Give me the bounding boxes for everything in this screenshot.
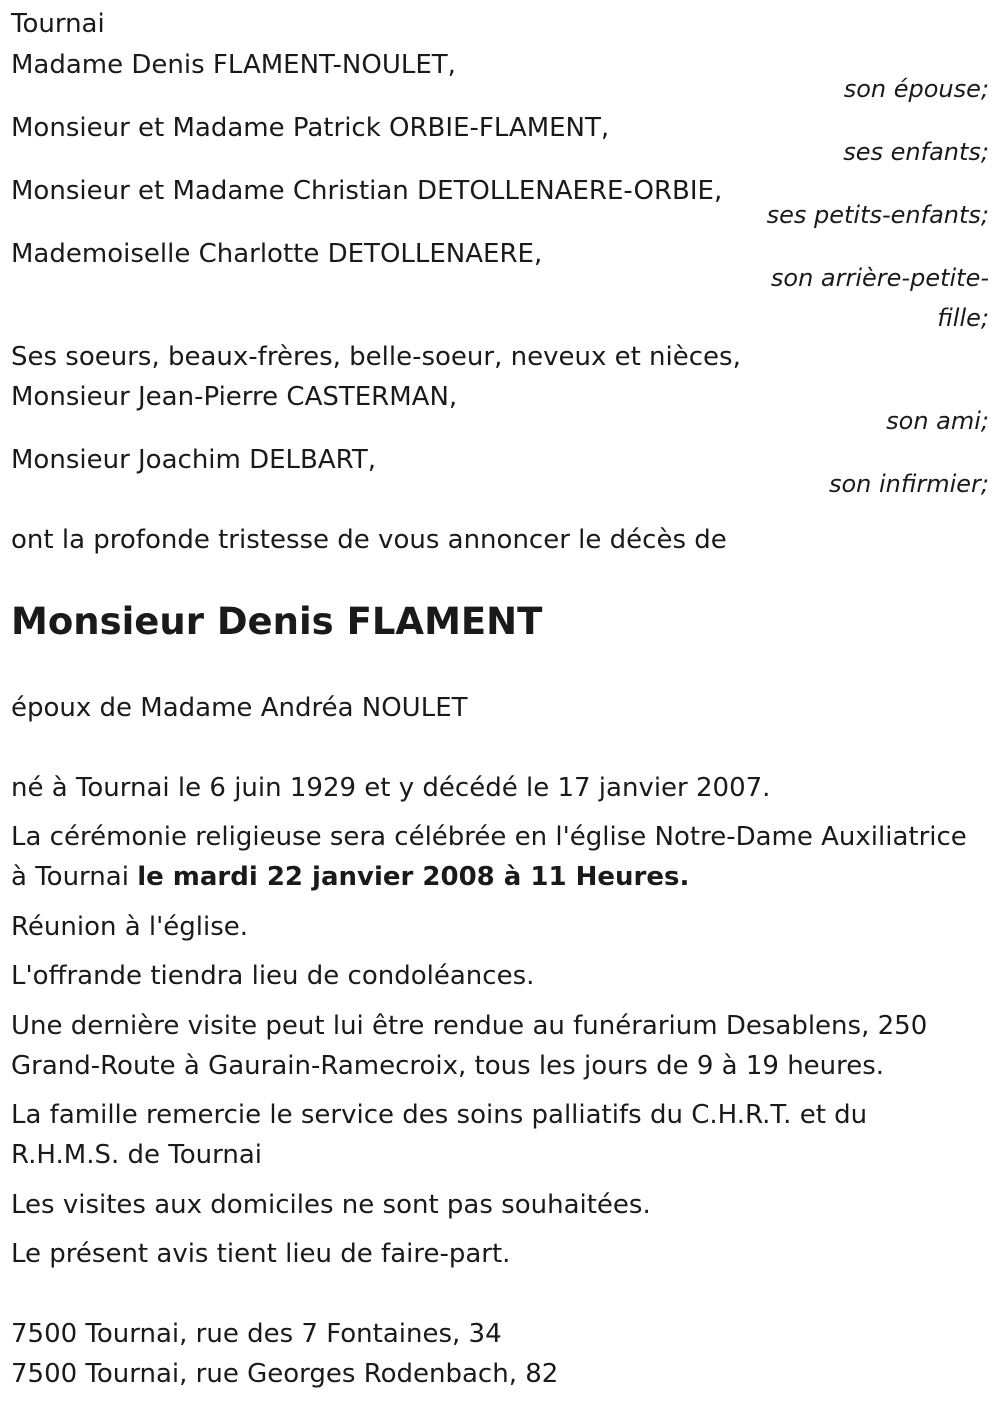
family-name-children: Monsieur et Madame Patrick ORBIE-FLAMENT,: [11, 113, 610, 143]
notice-line: Le présent avis tient lieu de faire-part.: [11, 1239, 511, 1269]
ceremony-line-2: [11, 857, 689, 897]
family-name-grandchildren: Monsieur et Madame Christian DETOLLENAERE-ORBIE,: [11, 176, 723, 206]
family-name-siblings: Ses soeurs, beaux-frères, belle-soeur, neveux et nièces,: [11, 342, 741, 372]
ceremony-place: à Tournai: [11, 862, 138, 892]
family-role-grandchildren: ses petits-enfants;: [766, 201, 989, 229]
family-name-great-granddaughter: Mademoiselle Charlotte DETOLLENAERE,: [11, 239, 543, 269]
deceased-name: Monsieur Denis FLAMENT: [11, 600, 543, 643]
family-role-great-granddaughter-1: son arrière-petite-: [770, 264, 989, 292]
family-name-spouse: Madame Denis FLAMENT-NOULET,: [11, 50, 456, 80]
announcement-text: ont la profonde tristesse de vous annoncer le décès de: [11, 525, 727, 555]
birth-death-line: né à Tournai le 6 juin 1929 et y décédé le 17 janvier 2007.: [11, 773, 771, 803]
thanks-line-1: La famille remercie le service des soins palliatifs du C.H.R.T. et du: [11, 1100, 868, 1130]
offering-line: L'offrande tiendra lieu de condoléances.: [11, 961, 535, 991]
address-1: 7500 Tournai, rue des 7 Fontaines, 34: [11, 1319, 502, 1349]
family-name-nurse: Monsieur Joachim DELBART,: [11, 445, 376, 475]
family-role-children: ses enfants;: [843, 138, 989, 166]
ceremony-datetime: le mardi 22 janvier 2008 à 11 Heures.: [137, 862, 690, 892]
address-2: 7500 Tournai, rue Georges Rodenbach, 82: [11, 1359, 559, 1389]
meeting-line: Réunion à l'église.: [11, 912, 249, 942]
no-visits-line: Les visites aux domiciles ne sont pas souhaitées.: [11, 1190, 651, 1220]
family-role-nurse: son infirmier;: [828, 470, 989, 498]
spouse-line: époux de Madame Andréa NOULET: [11, 693, 468, 723]
thanks-line-2: R.H.M.S. de Tournai: [11, 1140, 262, 1170]
family-role-great-granddaughter-2: fille;: [937, 304, 989, 332]
visit-line-1: Une dernière visite peut lui être rendue au funérarium Desablens, 250: [11, 1011, 928, 1041]
family-role-spouse: son épouse;: [843, 75, 989, 103]
ceremony-line-1: La cérémonie religieuse sera célébrée en l'église Notre-Dame Auxiliatrice: [11, 822, 967, 852]
family-role-friend: son ami;: [886, 407, 989, 435]
city-heading: Tournai: [11, 9, 105, 39]
visit-line-2: Grand-Route à Gaurain-Ramecroix, tous les jours de 9 à 19 heures.: [11, 1051, 885, 1081]
family-name-friend: Monsieur Jean-Pierre CASTERMAN,: [11, 382, 458, 412]
